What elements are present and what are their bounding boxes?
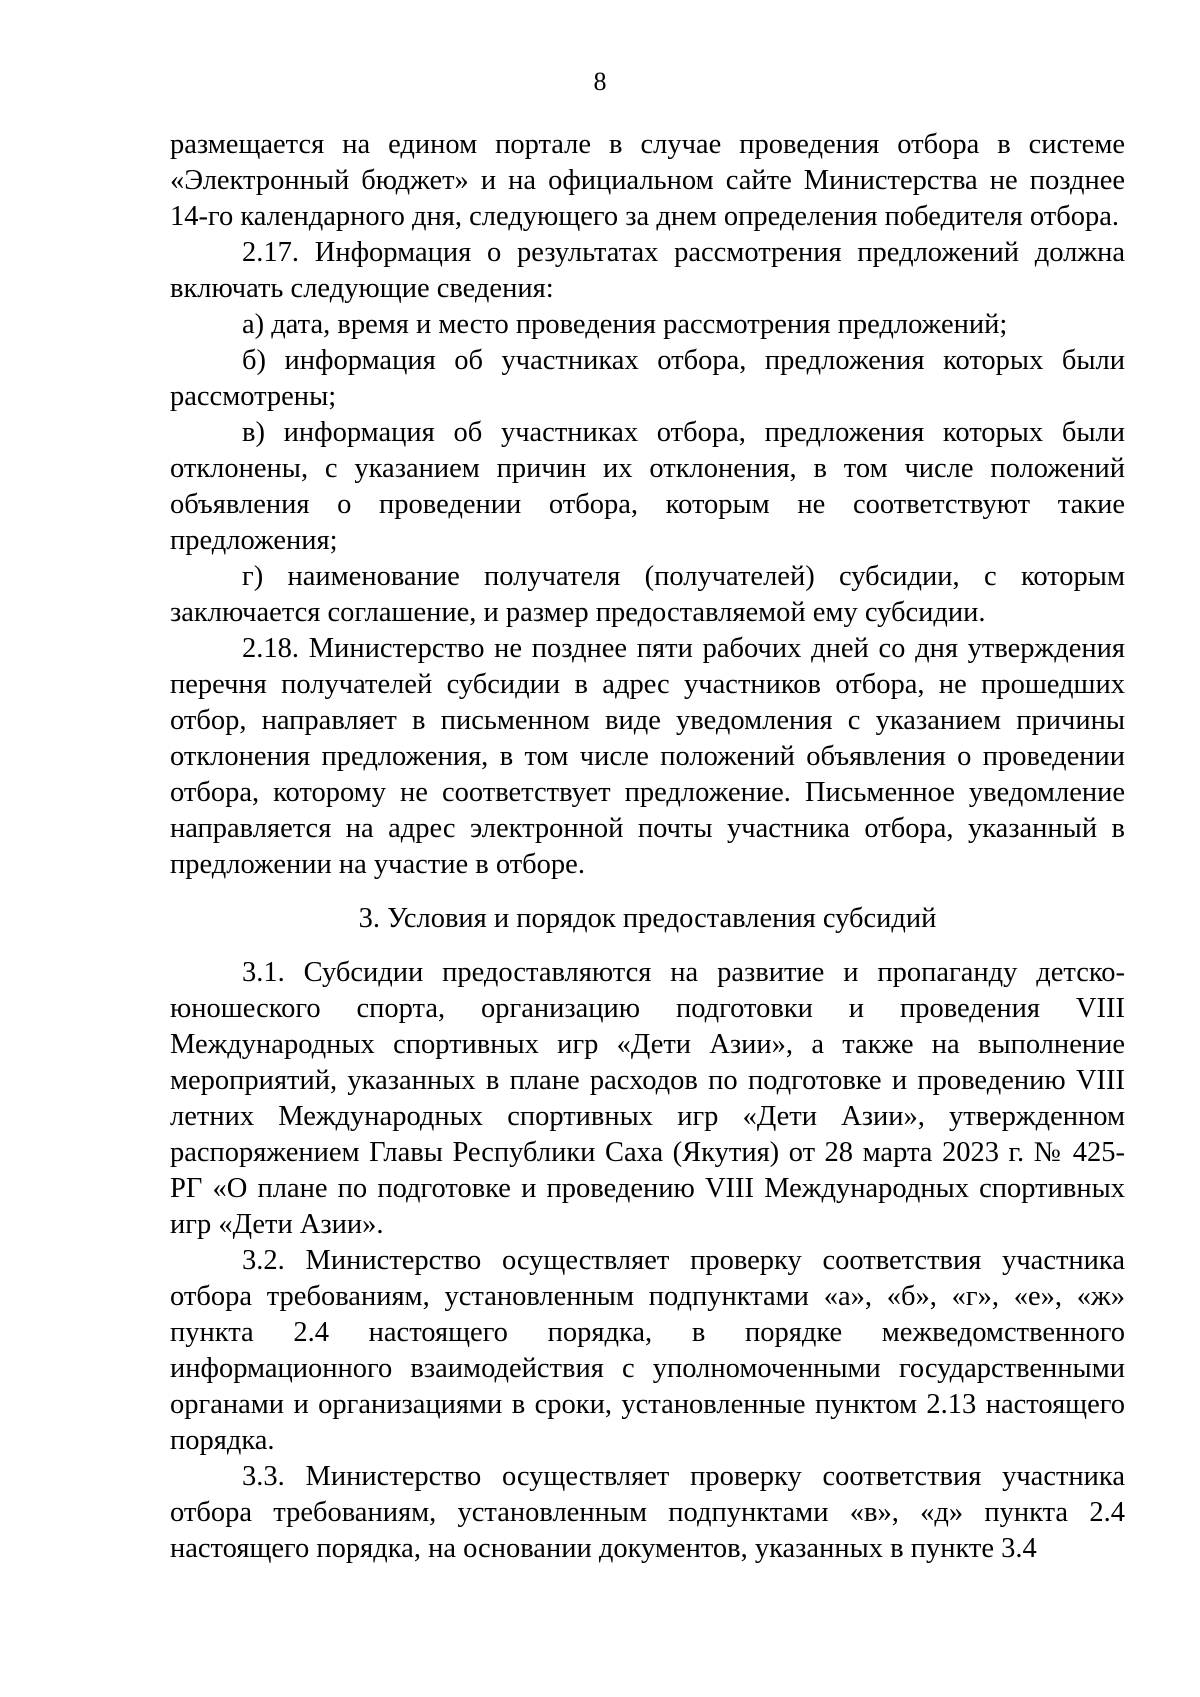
paragraph-2-17: 2.17. Информация о результатах рассмотрения предложений должна включать следующие сведения:: [170, 237, 1125, 304]
paragraph-3-2: 3.2. Министерство осуществляет проверку соответствия участника отбора требованиям, установленным подпунктами «а», «б», «г», «е», «ж» пункта 2.4 настоящего порядка, в порядке межведомственного информационного взаимодействия с уполномоченными государственными органами и организациями в сроки, установленные пунктом 2.13 настоящего порядка.: [170, 1245, 1125, 1456]
paragraph-3-3: 3.3. Министерство осуществляет проверку соответствия участника отбора требованиям, установленным подпунктами «в», «д» пункта 2.4 настоящего порядка, на основании документов, указанных в пункте 3.4: [170, 1461, 1125, 1564]
list-item-v: в) информация об участниках отбора, предложения которых были отклонены, с указанием причин их отклонения, в том числе положений объявления о проведении отбора, которым не соответствуют такие предложения;: [170, 417, 1125, 556]
paragraph-3-1: 3.1. Субсидии предоставляются на развитие и пропаганду детско-юношеского спорта, организацию подготовки и проведения VIII Международных спортивных игр «Дети Азии», а также на выполнение мероприятий, указанных в плане расходов по подготовке и проведению VIII летних Международных спортивных игр «Дети Азии», утвержденном распоряжением Главы Республики Саха (Якутия) от 28 марта 2023 г. № 425-РГ «О плане по подготовке и проведению VIII Международных спортивных игр «Дети Азии».: [170, 957, 1125, 1240]
paragraph-continuation: размещается на едином портале в случае проведения отбора в системе «Электронный бюджет» и на официальном сайте Министерства не позднее 14-го календарного дня, следующего за днем определения победителя отбора.: [170, 129, 1125, 232]
paragraph-2-18: 2.18. Министерство не позднее пяти рабочих дней со дня утверждения перечня получателей субсидии в адрес участников отбора, не прошедших отбор, направляет в письменном виде уведомления с указанием причины отклонения предложения, в том числе положений объявления о проведении отбора, которому не соответствует предложение. Письменное уведомление направляется на адрес электронной почты участника отбора, указанный в предложении на участие в отборе.: [170, 633, 1125, 880]
list-item-b: б) информация об участниках отбора, предложения которых были рассмотрены;: [170, 345, 1125, 412]
list-item-a: а) дата, время и место проведения рассмотрения предложений;: [242, 309, 1008, 340]
section-heading: 3. Условия и порядок предоставления субсидий: [358, 903, 937, 934]
list-item-g: г) наименование получателя (получателей) субсидии, с которым заключается соглашение, и размер предоставляемой ему субсидии.: [170, 561, 1125, 628]
document-body: [170, 127, 1125, 1567]
page-number: 8: [593, 67, 607, 96]
